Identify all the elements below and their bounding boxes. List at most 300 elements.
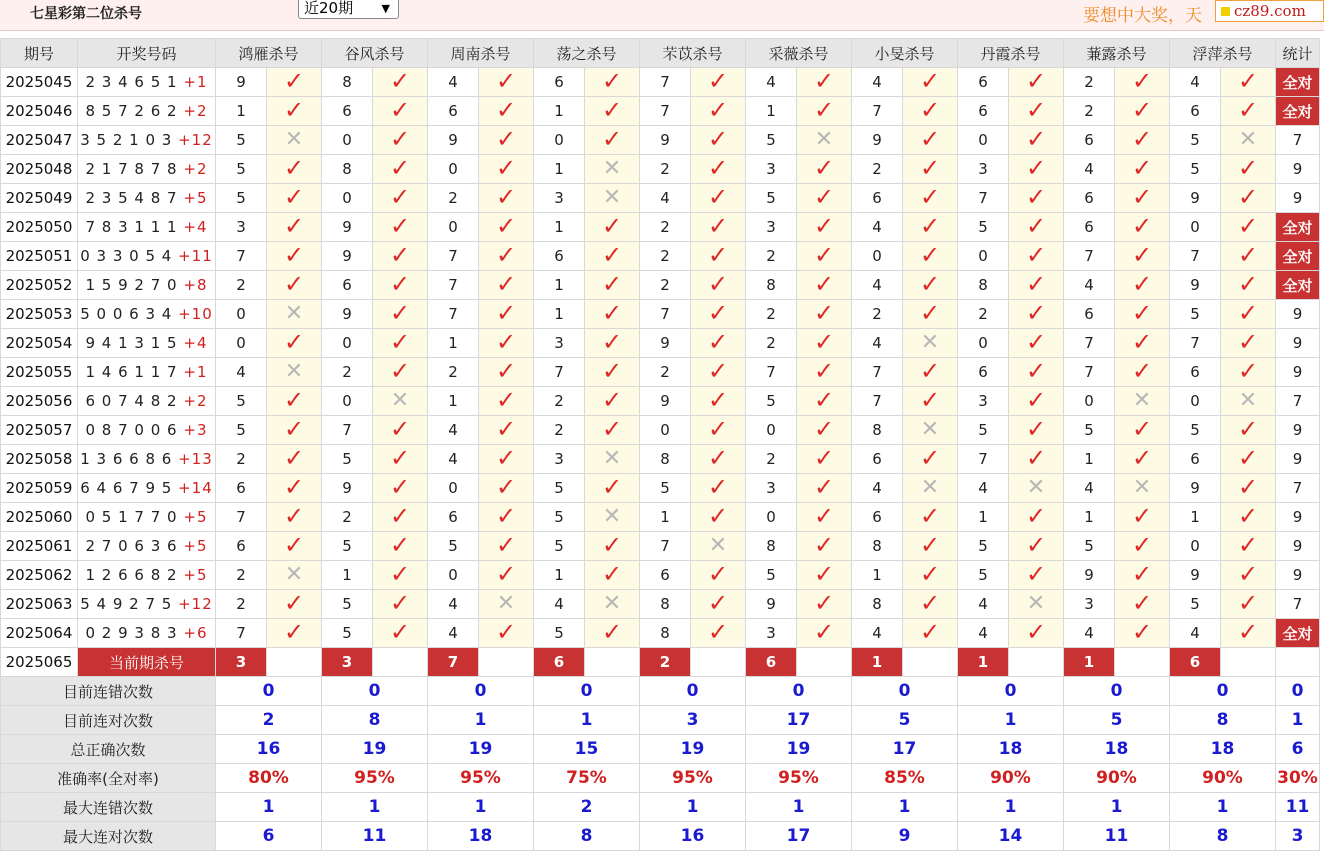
issue-cell: 2025053 [1,300,78,329]
result-mark [903,329,958,358]
check-icon: ✓ [1131,415,1153,443]
kill-number: 8 [746,532,797,561]
result-mark [797,445,852,474]
check-icon: ✓ [813,154,835,182]
kill-number-table [0,38,1320,851]
draw-digits: 0 2 9 3 8 3 [85,624,184,642]
draw-number-cell [78,213,216,242]
header-expert: 周南杀号 [428,39,534,68]
kill-number: 1 [534,97,585,126]
kill-number: 7 [428,271,479,300]
summary-value: 0 [216,677,322,706]
header-issue: 期号 [1,39,78,68]
summary-value: 95% [746,764,852,793]
kill-number: 5 [958,213,1009,242]
kill-number: 0 [428,155,479,184]
draw-digits: 1 4 6 1 1 7 [85,363,184,381]
check-icon: ✓ [1025,415,1047,443]
result-mark [479,184,534,213]
check-icon: ✓ [707,444,729,472]
check-icon: ✓ [389,270,411,298]
check-icon: ✓ [919,589,941,617]
draw-digits: 6 0 7 4 8 2 [85,392,184,410]
kill-number: 6 [428,97,479,126]
check-icon: ✓ [919,444,941,472]
kill-number: 0 [534,126,585,155]
result-mark [585,561,640,590]
summary-value: 1 [534,706,640,735]
check-icon: ✓ [707,241,729,269]
kill-number: 4 [428,590,479,619]
kill-number: 4 [958,619,1009,648]
draw-digits: 9 4 1 3 1 5 [85,334,184,352]
result-mark [797,358,852,387]
slogan-banner[interactable]: 要想中大奖，天 [1083,6,1202,26]
kill-number: 3 [534,445,585,474]
check-icon: ✓ [1025,241,1047,269]
check-icon: ✓ [495,212,517,240]
check-icon: ✓ [1237,212,1259,240]
result-mark [373,271,428,300]
result-mark [373,126,428,155]
check-icon: ✓ [389,531,411,559]
result-mark [1009,300,1064,329]
kill-number: 4 [852,474,903,503]
summary-row [1,677,1320,706]
draw-extra: +14 [178,479,213,497]
kill-number: 9 [216,68,267,97]
check-icon: ✓ [707,270,729,298]
check-icon: ✓ [1131,328,1153,356]
result-mark [903,126,958,155]
result-mark [797,242,852,271]
summary-value: 11 [1064,822,1170,851]
check-icon: ✓ [919,125,941,153]
current-kill-number: 6 [534,648,585,677]
current-kill-number: 1 [958,648,1009,677]
result-mark [585,68,640,97]
check-icon: ✓ [495,560,517,588]
kill-number: 2 [640,242,691,271]
stat-cell: 9 [1276,184,1320,213]
summary-value: 0 [640,677,746,706]
check-icon: ✓ [919,386,941,414]
stat-cell: 全对 [1276,97,1320,126]
result-mark [479,532,534,561]
check-icon: ✓ [1131,502,1153,530]
check-icon: ✓ [1025,183,1047,211]
header-expert: 小旻杀号 [852,39,958,68]
result-mark [267,97,322,126]
check-icon: ✓ [813,502,835,530]
check-icon: ✓ [1237,270,1259,298]
check-icon: ✓ [1025,531,1047,559]
check-icon: ✓ [601,125,623,153]
result-mark [1115,300,1170,329]
check-icon: ✓ [1131,96,1153,124]
check-icon: ✓ [1131,270,1153,298]
result-mark [1115,271,1170,300]
result-mark [479,213,534,242]
kill-number: 6 [1064,213,1115,242]
kill-number: 5 [216,416,267,445]
result-mark [479,68,534,97]
kill-number: 0 [1170,532,1221,561]
result-mark [1115,387,1170,416]
table-row [1,126,1320,155]
issue-cell: 2025054 [1,329,78,358]
result-mark [479,619,534,648]
summary-value: 18 [428,822,534,851]
empty-cell [1276,648,1320,677]
summary-row [1,793,1320,822]
check-icon: ✓ [389,560,411,588]
check-icon: ✓ [919,67,941,95]
issue-cell: 2025062 [1,561,78,590]
empty-cell [1115,648,1170,677]
result-mark [1221,619,1276,648]
summary-value: 1 [958,706,1064,735]
result-mark [267,445,322,474]
check-icon: ✓ [707,154,729,182]
issue-cell: 2025063 [1,590,78,619]
summary-value: 95% [428,764,534,793]
result-mark [373,184,428,213]
check-icon: ✓ [1025,125,1047,153]
check-icon: ✓ [813,589,835,617]
kill-number: 7 [216,503,267,532]
result-mark [797,416,852,445]
kill-number: 7 [958,445,1009,474]
result-mark [479,416,534,445]
kill-number: 7 [852,97,903,126]
kill-number: 2 [216,445,267,474]
kill-number: 9 [1170,474,1221,503]
check-icon: ✓ [1131,357,1153,385]
kill-number: 5 [216,155,267,184]
check-icon: ✓ [1131,299,1153,327]
check-icon: ✓ [495,183,517,211]
draw-extra: +2 [183,160,208,178]
kill-number: 3 [1064,590,1115,619]
kill-number: 4 [1064,271,1115,300]
draw-digits: 2 1 7 8 7 8 [85,160,184,178]
result-mark [1221,561,1276,590]
kill-number: 3 [746,213,797,242]
result-mark [1115,474,1170,503]
result-mark [1221,358,1276,387]
table-row [1,474,1320,503]
check-icon: ✓ [495,270,517,298]
kill-number: 1 [1170,503,1221,532]
kill-number: 4 [958,474,1009,503]
kill-number: 0 [1170,213,1221,242]
draw-number-cell [78,126,216,155]
summary-value: 14 [958,822,1064,851]
issue-cell: 2025046 [1,97,78,126]
header-expert: 谷风杀号 [322,39,428,68]
draw-extra: +12 [178,131,213,149]
kill-number: 6 [1064,300,1115,329]
result-mark [373,329,428,358]
issue-cell: 2025052 [1,271,78,300]
period-select[interactable] [298,0,399,19]
result-mark [373,155,428,184]
kill-number: 0 [958,329,1009,358]
result-mark [797,213,852,242]
stat-cell: 9 [1276,532,1320,561]
check-icon: ✓ [707,212,729,240]
result-mark [1009,358,1064,387]
result-mark [373,532,428,561]
kill-number: 6 [534,68,585,97]
draw-extra: +1 [183,73,208,91]
check-icon: ✓ [389,299,411,327]
check-icon: ✓ [1237,96,1259,124]
check-icon: ✓ [495,444,517,472]
header-expert: 芣苡杀号 [640,39,746,68]
issue-cell: 2025058 [1,445,78,474]
kill-number: 2 [1064,97,1115,126]
kill-number: 9 [640,329,691,358]
result-mark [585,97,640,126]
result-mark [1115,68,1170,97]
summary-value: 1 [1064,793,1170,822]
result-mark [373,474,428,503]
kill-number: 0 [322,184,373,213]
kill-number: 6 [534,242,585,271]
check-icon: ✓ [389,357,411,385]
kill-number: 7 [640,68,691,97]
summary-value: 1 [428,706,534,735]
result-mark [1009,416,1064,445]
stat-cell: 9 [1276,358,1320,387]
result-mark [267,387,322,416]
kill-number: 5 [1064,416,1115,445]
check-icon: ✓ [389,183,411,211]
kill-number: 5 [958,416,1009,445]
check-icon: ✓ [389,96,411,124]
summary-stat: 6 [1276,735,1320,764]
current-kill-number: 6 [1170,648,1221,677]
check-icon: ✓ [283,502,305,530]
check-icon: ✓ [495,96,517,124]
summary-value: 0 [322,677,428,706]
result-mark [1115,532,1170,561]
summary-row [1,764,1320,793]
cross-icon: ✕ [1132,388,1152,413]
check-icon: ✓ [707,125,729,153]
result-mark [1009,387,1064,416]
draw-digits: 5 4 9 2 7 5 [80,595,179,613]
summary-value: 1 [640,793,746,822]
draw-extra: +6 [183,624,208,642]
cross-icon: ✕ [602,185,622,210]
current-kill-number: 1 [1064,648,1115,677]
kill-number: 2 [322,358,373,387]
draw-extra: +4 [183,334,208,352]
result-mark [1115,561,1170,590]
kill-number: 4 [428,68,479,97]
kill-number: 5 [1170,300,1221,329]
summary-value: 1 [958,793,1064,822]
draw-number-cell [78,619,216,648]
kill-number: 8 [640,619,691,648]
check-icon: ✓ [813,357,835,385]
kill-number: 7 [1064,358,1115,387]
kill-number: 5 [1170,416,1221,445]
check-icon: ✓ [601,299,623,327]
kill-number: 9 [640,126,691,155]
result-mark [585,126,640,155]
draw-digits: 5 0 0 6 3 4 [80,305,179,323]
result-mark [1009,619,1064,648]
summary-stat: 3 [1276,822,1320,851]
result-mark [479,271,534,300]
result-mark [1009,68,1064,97]
result-mark [1115,184,1170,213]
check-icon: ✓ [707,560,729,588]
draw-digits: 0 3 3 0 5 4 [80,247,179,265]
result-mark [1115,590,1170,619]
kill-number: 9 [1170,271,1221,300]
summary-value: 0 [852,677,958,706]
top-bar [0,0,1324,31]
summary-value: 85% [852,764,958,793]
kill-number: 5 [534,503,585,532]
kill-number: 7 [1170,242,1221,271]
summary-label: 总正确次数 [1,735,216,764]
summary-row [1,735,1320,764]
summary-value: 95% [322,764,428,793]
result-mark [797,271,852,300]
cross-icon: ✕ [284,127,304,152]
kill-number: 5 [534,532,585,561]
kill-number: 2 [746,300,797,329]
table-row [1,184,1320,213]
kill-number: 7 [640,300,691,329]
result-mark [797,68,852,97]
check-icon: ✓ [495,328,517,356]
table-row [1,445,1320,474]
result-mark [585,184,640,213]
check-icon: ✓ [601,560,623,588]
cross-icon: ✕ [920,475,940,500]
check-icon: ✓ [495,386,517,414]
draw-extra: +5 [183,537,208,555]
summary-value: 1 [852,793,958,822]
check-icon: ✓ [1131,125,1153,153]
stat-cell: 9 [1276,503,1320,532]
summary-value: 8 [534,822,640,851]
kill-number: 2 [216,590,267,619]
result-mark [479,474,534,503]
summary-stat: 1 [1276,706,1320,735]
result-mark [373,445,428,474]
kill-number: 2 [428,184,479,213]
kill-number: 4 [428,416,479,445]
result-mark [585,358,640,387]
kill-number: 5 [746,126,797,155]
check-icon: ✓ [1131,241,1153,269]
summary-value: 1 [322,793,428,822]
draw-digits: 2 3 4 6 5 1 [85,73,184,91]
result-mark [1009,474,1064,503]
kill-number: 0 [216,329,267,358]
cross-icon: ✕ [284,359,304,384]
result-mark [479,445,534,474]
check-icon: ✓ [813,241,835,269]
result-mark [797,184,852,213]
summary-value: 17 [746,706,852,735]
check-icon: ✓ [601,96,623,124]
kill-number: 2 [640,271,691,300]
check-icon: ✓ [1237,415,1259,443]
result-mark [1115,242,1170,271]
table-row [1,300,1320,329]
empty-cell [797,648,852,677]
kill-number: 4 [852,329,903,358]
result-mark [903,184,958,213]
draw-extra: +13 [178,450,213,468]
check-icon: ✓ [813,415,835,443]
table-row [1,329,1320,358]
check-icon: ✓ [707,502,729,530]
kill-number: 2 [428,358,479,387]
check-icon: ✓ [1237,589,1259,617]
table-row [1,213,1320,242]
result-mark [691,445,746,474]
current-kill-number: 1 [852,648,903,677]
draw-digits: 1 3 6 6 8 6 [80,450,179,468]
result-mark [691,126,746,155]
check-icon: ✓ [495,241,517,269]
result-mark [797,155,852,184]
result-mark [1221,68,1276,97]
kill-number: 0 [322,387,373,416]
check-icon: ✓ [1025,212,1047,240]
result-mark [1221,503,1276,532]
result-mark [1221,329,1276,358]
site-logo-badge[interactable] [1215,0,1324,22]
kill-number: 1 [534,213,585,242]
result-mark [1009,561,1064,590]
kill-number: 9 [746,590,797,619]
result-mark [691,532,746,561]
result-mark [585,474,640,503]
draw-extra: +2 [183,102,208,120]
result-mark [1009,271,1064,300]
draw-number-cell [78,474,216,503]
draw-number-cell [78,503,216,532]
draw-number-cell [78,358,216,387]
check-icon: ✓ [283,473,305,501]
result-mark [1221,97,1276,126]
check-icon: ✓ [707,96,729,124]
kill-number: 2 [746,329,797,358]
summary-value: 18 [1170,735,1276,764]
stat-cell: 9 [1276,300,1320,329]
check-icon: ✓ [1025,386,1047,414]
check-icon: ✓ [495,299,517,327]
result-mark [691,590,746,619]
kill-number: 3 [746,155,797,184]
result-mark [1009,184,1064,213]
issue-cell: 2025049 [1,184,78,213]
period-select-value: 近20期 [304,0,354,17]
issue-cell: 2025056 [1,387,78,416]
draw-extra: +1 [183,363,208,381]
